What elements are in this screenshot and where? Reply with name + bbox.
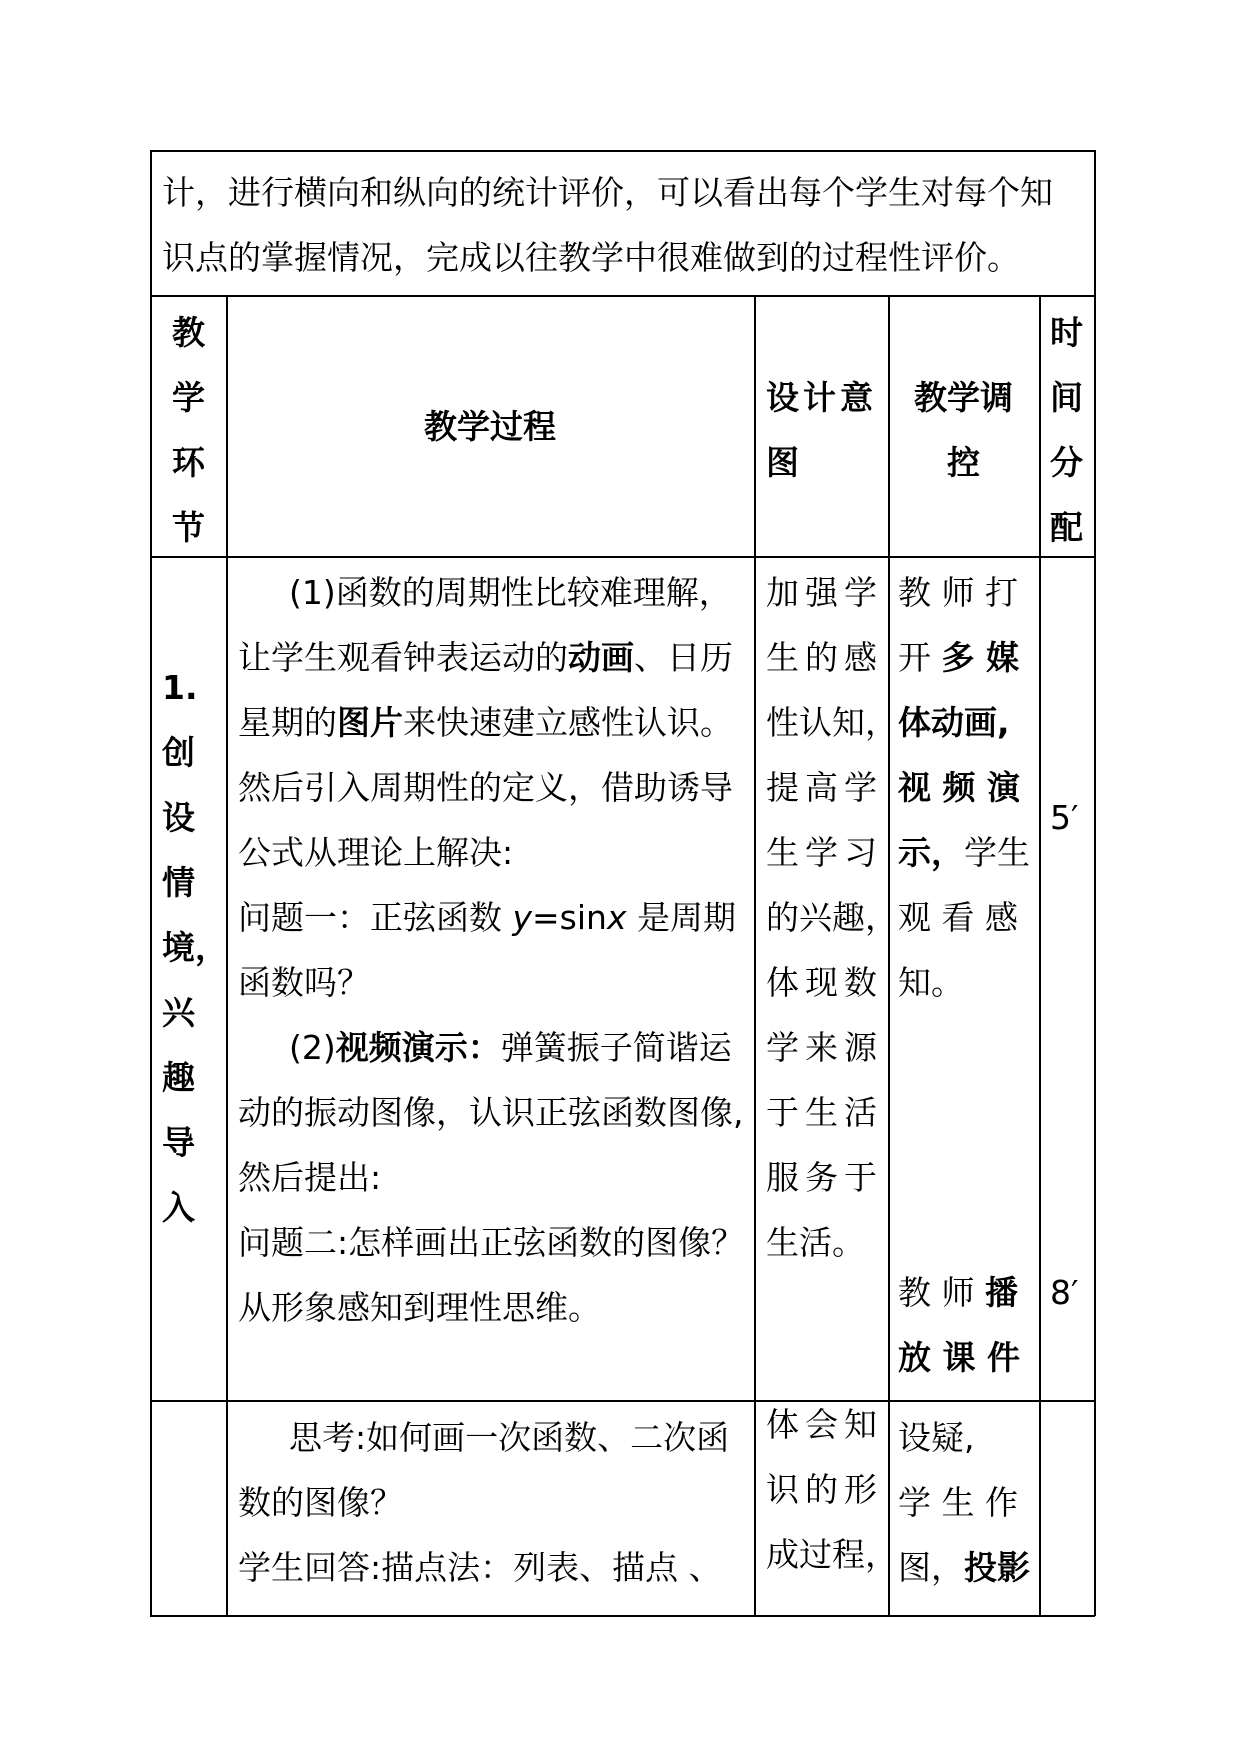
- time-value: 8′: [1050, 1273, 1079, 1312]
- control-line: 教 师 播: [898, 1273, 1018, 1312]
- header-stage-char: 节: [172, 508, 205, 547]
- table-border-right: [1094, 150, 1096, 1616]
- header-control-line: 教学调: [914, 378, 1013, 417]
- stage-char: 创: [162, 733, 195, 772]
- column-divider: [1039, 295, 1041, 1616]
- emphasis-video: 视频演示：: [335, 1028, 501, 1067]
- stage-char: 境，: [162, 928, 228, 967]
- control-line: 图，投影: [898, 1548, 1030, 1587]
- header-time-char: 分: [1050, 443, 1083, 482]
- header-intent-line: 设计意: [766, 378, 877, 417]
- stage-char: 导: [162, 1123, 195, 1162]
- intent-line: 识的形: [766, 1470, 883, 1509]
- column-divider: [754, 295, 756, 1616]
- intent-line: 的兴趣，: [766, 898, 898, 937]
- header-time-char: 间: [1050, 378, 1083, 417]
- intent-line: 生学习: [766, 833, 883, 872]
- intent-line: 体会知: [766, 1405, 883, 1444]
- table-border-top: [150, 150, 1095, 152]
- time-value: 5′: [1050, 798, 1079, 837]
- stage-char: 情: [162, 863, 195, 902]
- header-time-char: 时: [1050, 313, 1083, 352]
- process-line: 然后引入周期性的定义，借助诱导: [238, 768, 733, 807]
- process-line: 学生回答:描点法：列表、描点 、: [238, 1548, 722, 1587]
- stage-char: 入: [162, 1188, 195, 1227]
- process-line: 问题一：正弦函数 y=sinx 是周期: [238, 898, 736, 937]
- table-border-left: [150, 150, 152, 1616]
- emphasis-animation: 动画: [568, 638, 634, 677]
- intent-line: 提高学: [766, 768, 883, 807]
- process-line: 数的图像？: [238, 1483, 403, 1522]
- row-divider: [150, 556, 1095, 558]
- control-line: 知。: [898, 963, 964, 1002]
- table-border-bottom: [150, 1615, 1095, 1617]
- intent-line: 服务于: [766, 1158, 883, 1197]
- intent-line: 生的感: [766, 638, 883, 677]
- header-control-line: 控: [947, 443, 980, 482]
- intent-line: 生活。: [766, 1223, 865, 1262]
- process-line: 让学生观看钟表运动的动画、日历: [238, 638, 733, 677]
- control-line: 设疑,: [898, 1418, 975, 1457]
- header-time-char: 配: [1050, 508, 1083, 547]
- intent-line: 成过程，: [766, 1535, 898, 1574]
- intent-line: 性认知，: [766, 703, 898, 742]
- header-process: 教学过程: [424, 407, 556, 446]
- header-stage-char: 学: [172, 378, 205, 417]
- intent-line: 体现数: [766, 963, 883, 1002]
- process-line: 函数吗？: [238, 963, 370, 1002]
- control-line: 放 课 件: [898, 1338, 1020, 1377]
- control-line: 教 师 打: [898, 573, 1018, 612]
- header-stage-char: 教: [172, 313, 205, 352]
- emphasis-image: 图片: [337, 703, 403, 742]
- row-divider: [150, 295, 1095, 297]
- lesson-table: [150, 150, 1095, 1616]
- stage-char: 设: [162, 798, 195, 837]
- process-line: 动的振动图像，认识正弦函数图像,: [238, 1093, 744, 1132]
- process-line: (2)视频演示：弹簧振子简谐运: [289, 1028, 732, 1067]
- control-line: 体动画,: [898, 703, 1010, 742]
- intent-line: 学来源: [766, 1028, 883, 1067]
- row-divider: [150, 1400, 1095, 1402]
- process-line: 公式从理论上解决:: [238, 833, 514, 872]
- intent-line: 加强学: [766, 573, 883, 612]
- stage-char: 趣: [162, 1058, 195, 1097]
- process-line: 从形象感知到理性思维。: [238, 1288, 601, 1327]
- control-line: 开 多 媒: [898, 638, 1019, 677]
- process-line: 问题二:怎样画出正弦函数的图像？: [238, 1223, 745, 1262]
- process-line: 星期的图片来快速建立感性认识。: [238, 703, 733, 742]
- intent-line: 于生活: [766, 1093, 883, 1132]
- process-line: (1)函数的周期性比较难理解，: [289, 573, 732, 612]
- process-line: 思考:如何画一次函数、二次函: [289, 1418, 730, 1457]
- control-line: 视 频 演: [898, 768, 1020, 807]
- process-line: 然后提出:: [238, 1158, 382, 1197]
- control-line: 示，学生: [898, 833, 1030, 872]
- control-line: 学 生 作: [898, 1483, 1018, 1522]
- stage-char: 1.: [162, 668, 198, 707]
- intro-line: 识点的掌握情况，完成以往教学中很难做到的过程性评价。: [162, 238, 1020, 277]
- header-stage-char: 环: [172, 443, 205, 482]
- header-intent-line: 图: [766, 443, 799, 482]
- intro-line: 计，进行横向和纵向的统计评价，可以看出每个学生对每个知: [162, 173, 1053, 212]
- stage-char: 兴: [162, 993, 195, 1032]
- control-line: 观 看 感: [898, 898, 1018, 937]
